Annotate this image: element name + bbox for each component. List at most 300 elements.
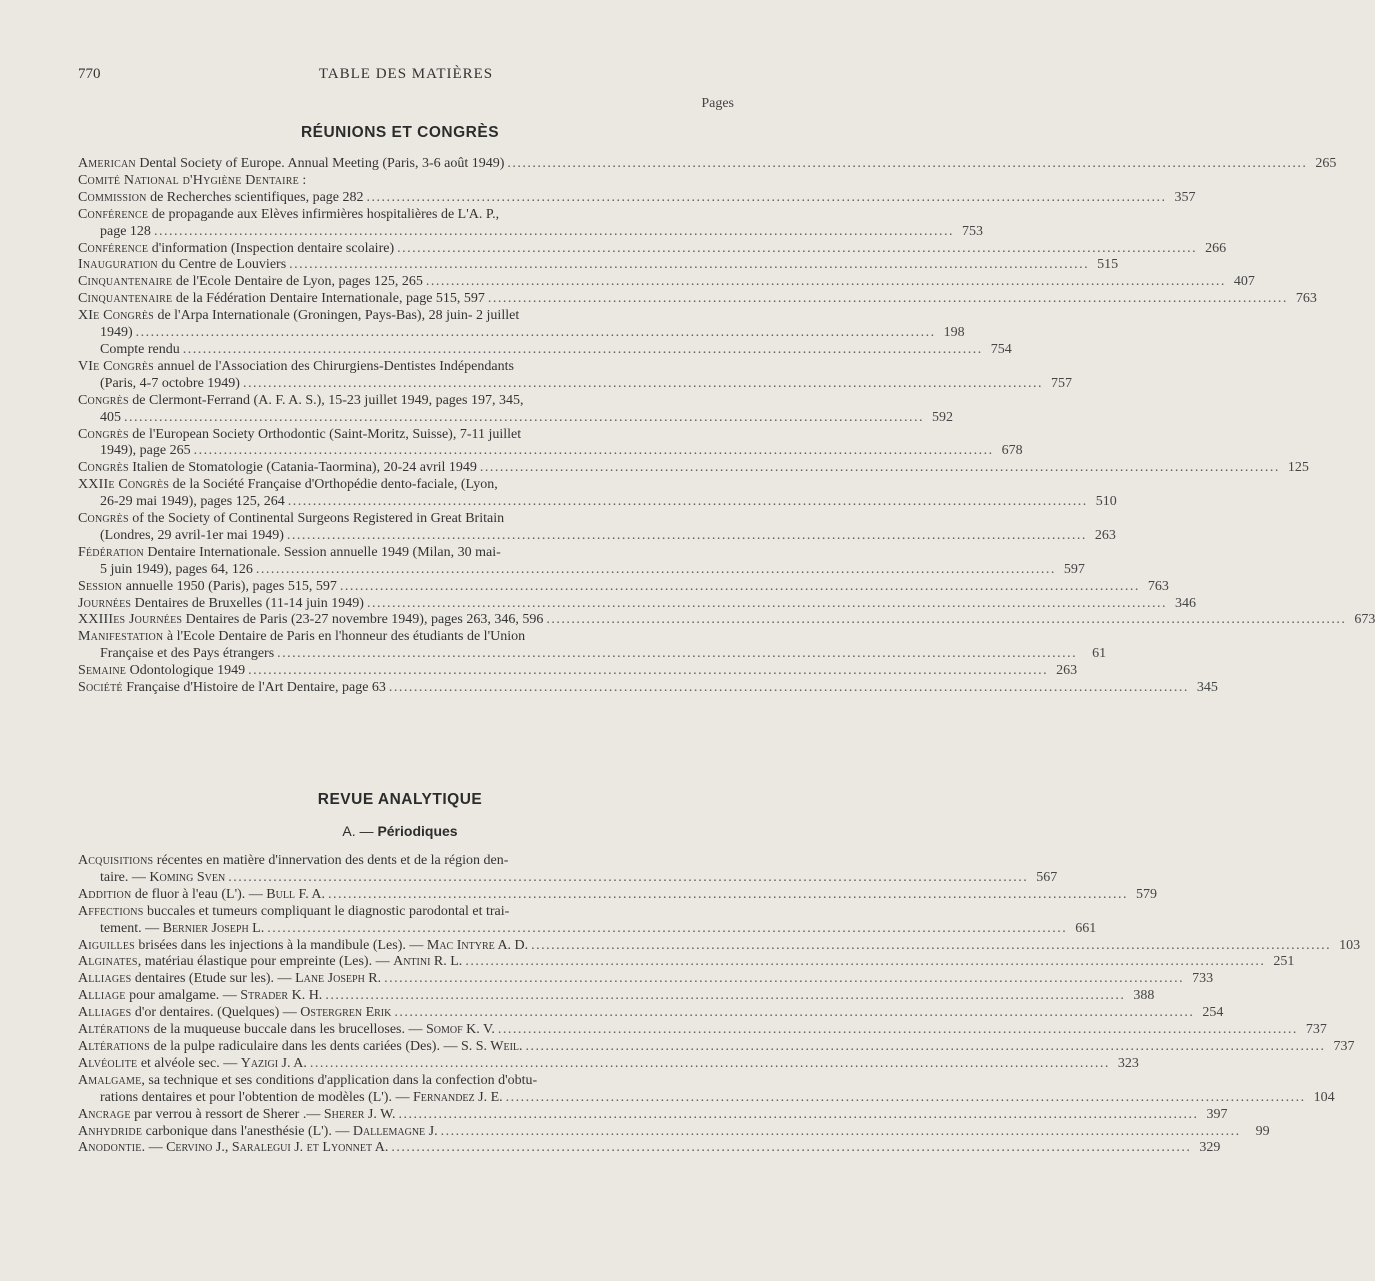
- entry-continuation: 405: [100, 409, 121, 425]
- entry-description: carbonique dans l'anesthésie (L'). —: [142, 1123, 353, 1139]
- entry-keyword: Anodontie: [78, 1140, 142, 1156]
- entry-page: 737: [1305, 1022, 1327, 1038]
- entry-line: [78, 1022, 1327, 1039]
- toc-entry: [78, 1038, 1355, 1056]
- entry-line: [78, 1055, 1139, 1073]
- entry-text: [78, 579, 337, 596]
- entry-page: 99: [1255, 1123, 1270, 1139]
- toc-entry: [78, 358, 1072, 393]
- entry-description: Dentaire Internationale. Session annuelle 1949 (Milan, 30 mai-: [143, 544, 501, 560]
- entry-description: annuelle 1950 (Paris), pages 515, 597: [122, 578, 337, 594]
- toc-entry: [78, 156, 1337, 173]
- entry-author: Cervino J., Saralegui J. et Lyonnet A.: [166, 1140, 389, 1156]
- entry-line: [78, 988, 1155, 1005]
- entry-line: [78, 257, 1119, 274]
- entry-keyword: Acquisitions: [78, 853, 154, 868]
- entry-text: [78, 190, 364, 207]
- pages-column-label: Pages: [701, 96, 734, 111]
- entry-continuation: Compte rendu: [100, 341, 180, 357]
- entry-continuation: taire. —: [100, 869, 150, 885]
- entry-text: [78, 1107, 396, 1124]
- entry-text: [100, 342, 180, 359]
- entry-text: [100, 870, 225, 887]
- entry-description: de la muqueuse buccale dans les brucelloses. —: [149, 1022, 426, 1038]
- entry-line: [78, 680, 1218, 697]
- entry-continuation: page 128: [100, 223, 151, 239]
- entry-text: [100, 528, 284, 545]
- leader-dots: ................................................................................................................................................................: [153, 223, 954, 239]
- entry-description: , matériau élastique pour empreinte (Les). —: [137, 954, 394, 970]
- entry-line: [78, 460, 1309, 477]
- toc-entry: [78, 511, 1116, 545]
- entry-text: [100, 224, 151, 241]
- entry-page: 673: [1354, 612, 1375, 628]
- toc-entry: [78, 257, 1119, 274]
- entry-description: à l'Ecole Dentaire de Paris en l'honneur des étudiants de l'Union: [163, 629, 526, 645]
- leader-dots: ................................................................................................................................................................: [384, 971, 1185, 987]
- leader-dots: ................................................................................................................................................................: [242, 375, 1043, 391]
- entry-author: Sherer J. W.: [323, 1106, 396, 1122]
- leader-dots: ................................................................................................................................................................: [397, 240, 1198, 256]
- entry-keyword: Inauguration: [78, 257, 158, 273]
- entry-author: Somof K. V.: [425, 1022, 495, 1038]
- entry-page: [1112, 173, 1138, 190]
- entry-line-continued: [78, 1089, 1335, 1107]
- leader-dots: ................................................................................................................................................................: [182, 341, 983, 357]
- entry-line: [78, 545, 736, 562]
- entry-description: d'or dentaires. (Quelques) —: [131, 1005, 301, 1021]
- entry-keyword: Altérations: [78, 1038, 150, 1054]
- section-title-reunions: RÉUNIONS ET CONGRÈS: [300, 124, 500, 141]
- entry-text: [78, 1005, 391, 1022]
- subtitle-prefix: A. —: [342, 823, 378, 839]
- entry-page: 407: [1233, 274, 1255, 290]
- entry-line-continued: [78, 561, 1085, 579]
- toc-entry: [78, 392, 953, 427]
- entry-page: 263: [1056, 663, 1078, 679]
- leader-dots: ................................................................................................................................................................: [124, 409, 924, 425]
- entry-text: [78, 596, 364, 613]
- entry-text: [100, 376, 240, 393]
- entry-line: [78, 595, 1196, 613]
- entry-description: par verrou à ressort de Sherer .—: [130, 1106, 324, 1122]
- entry-keyword: Ancrage: [78, 1106, 131, 1122]
- entry-keyword: Aiguilles: [78, 937, 135, 953]
- entry-author: Fernandez J. E.: [412, 1089, 503, 1105]
- entry-keyword: Altérations: [78, 1022, 150, 1038]
- entry-keyword: Congrès: [78, 511, 129, 527]
- entry-keyword: XIe Congrès: [78, 308, 154, 324]
- entry-author: Antini R. L.: [393, 954, 463, 970]
- entry-keyword: Congrès: [78, 392, 129, 408]
- entry-page: 346: [1174, 595, 1196, 611]
- entry-text: [100, 646, 274, 663]
- section-subtitle-periodiques: [0, 823, 800, 839]
- entry-keyword: Comité National d'Hygiène Dentaire: [78, 172, 299, 188]
- entry-line: [78, 173, 736, 190]
- entry-text: [78, 291, 485, 308]
- leader-dots: ................................................................................................................................................................: [507, 156, 1308, 171]
- entry-description: de Clermont-Ferrand (A. F. A. S.), 15-23 juillet 1949, pages 197, 345,: [128, 392, 524, 408]
- entry-text: [100, 562, 253, 579]
- leader-dots: ................................................................................................................................................................: [487, 291, 1288, 307]
- toc-entry: [78, 595, 1196, 613]
- entry-text: [78, 680, 386, 697]
- toc-entry: [78, 1055, 1139, 1073]
- entry-text: [78, 173, 306, 190]
- entry-description: de fluor à l'eau (L'). —: [131, 886, 267, 902]
- entry-description: Odontologique 1949: [126, 663, 246, 679]
- toc-entry: [78, 988, 1155, 1005]
- entry-page: 61: [1092, 646, 1107, 662]
- entry-keyword: Semaine: [78, 663, 127, 679]
- entry-line: [78, 189, 1196, 207]
- entry-line-continued: [78, 341, 1012, 359]
- entry-line: [78, 1123, 1270, 1141]
- entry-text: [100, 443, 191, 460]
- leader-dots: ................................................................................................................................................................: [228, 869, 1029, 885]
- toc-entry: [78, 954, 1295, 971]
- toc-entry: [78, 971, 1214, 988]
- entry-text: [78, 1022, 495, 1039]
- entry-line: [78, 971, 1214, 988]
- leader-dots: ................................................................................................................................................................: [465, 954, 1266, 970]
- entry-line: [78, 1038, 1355, 1056]
- leader-dots: ................................................................................................................................................................: [497, 1022, 1298, 1038]
- entry-keyword: VIe Congrès: [78, 358, 154, 374]
- leader-dots: ................................................................................................................................................................: [248, 663, 1049, 679]
- entry-line-continued: [78, 920, 1097, 938]
- entry-description: de la Fédération Dentaire Internationale, page 515, 597: [172, 291, 485, 307]
- entry-text: [78, 954, 462, 971]
- entry-keyword: Conférence: [78, 206, 149, 222]
- leader-dots: ................................................................................................................................................................: [289, 257, 1090, 273]
- entry-line: [78, 291, 1317, 308]
- entry-description: et alvéole sec. —: [137, 1055, 241, 1071]
- entry-keyword: XXIIIes Journées: [78, 612, 183, 628]
- entry-page: 263: [1094, 527, 1116, 543]
- entry-page: 597: [1063, 561, 1085, 577]
- entry-keyword: Cinquantenaire: [78, 291, 173, 307]
- entry-line: [78, 477, 736, 494]
- running-header: [78, 66, 734, 86]
- entry-line: [78, 1106, 1228, 1124]
- entry-page: 397: [1206, 1106, 1228, 1122]
- leader-dots: ................................................................................................................................................................: [286, 527, 1087, 543]
- section-title-revue: REVUE ANALYTIQUE: [317, 791, 483, 808]
- entry-text: [78, 156, 504, 173]
- entry-text: [78, 257, 286, 274]
- entry-line-continued: [78, 443, 1023, 460]
- entry-text: [78, 887, 325, 904]
- entry-keyword: American: [78, 156, 136, 171]
- entry-line-continued: [78, 494, 1117, 511]
- entry-description: Dental Society of Europe. Annual Meeting (Paris, 3-6 août 1949): [135, 156, 505, 171]
- toc-entry: [78, 680, 1218, 697]
- leader-dots: ................................................................................................................................................................: [255, 561, 1056, 577]
- toc-entry: [78, 1022, 1327, 1039]
- leader-dots: ................................................................................................................................................................: [339, 578, 1140, 594]
- entry-text: [78, 460, 477, 477]
- entry-page: 753: [961, 223, 983, 239]
- leader-dots: ................................................................................................................................................................: [388, 680, 1189, 696]
- entry-description: annuel de l'Association des Chirurgiens-Dentistes Indépendants: [153, 358, 514, 374]
- entry-continuation: 26-29 mai 1949), pages 125, 264: [100, 494, 285, 510]
- entry-page: 515: [1097, 257, 1119, 273]
- entry-page: 510: [1095, 494, 1117, 510]
- entry-line: [78, 427, 736, 444]
- entry-text: [100, 325, 133, 342]
- entry-page: 388: [1133, 988, 1155, 1004]
- leader-dots: ................................................................................................................................................................: [531, 937, 1332, 953]
- toc-entry: [78, 274, 1255, 291]
- entry-page: 737: [1333, 1038, 1355, 1054]
- entry-page: 265: [1315, 156, 1337, 171]
- entry-keyword: Congrès: [78, 460, 129, 476]
- toc-entry: [78, 426, 1023, 461]
- entry-description: de la Société Française d'Orthopédie dento-faciale, (Lyon,: [169, 477, 498, 493]
- entry-author: Ostergren Erik: [300, 1005, 392, 1021]
- section-revue-list: [78, 853, 1361, 1157]
- entry-description: de l'Ecole Dentaire de Lyon, pages 125, 265: [172, 274, 423, 290]
- entry-description: Italien de Stomatologie (Catania-Taormina), 20-24 avril 1949: [128, 460, 477, 476]
- toc-entry: [78, 173, 736, 190]
- entry-line: [78, 156, 1337, 173]
- leader-dots: ................................................................................................................................................................: [398, 1106, 1199, 1122]
- subtitle-text: Périodiques: [377, 823, 458, 839]
- entry-page: 754: [990, 341, 1012, 357]
- entry-description: brisées dans les injections à la mandibule (Les). —: [134, 937, 427, 953]
- toc-entry: [78, 663, 1078, 680]
- toc-entry: [78, 544, 1085, 579]
- leader-dots: ................................................................................................................................................................: [394, 1005, 1195, 1021]
- toc-entry: [78, 308, 965, 342]
- entry-line-continued: [78, 869, 1058, 887]
- toc-entry: [78, 240, 1227, 258]
- leader-dots: ................................................................................................................................................................: [425, 274, 1226, 290]
- entry-page: 567: [1036, 869, 1058, 885]
- leader-dots: ................................................................................................................................................................: [287, 494, 1088, 510]
- toc-entry: [78, 903, 1097, 938]
- entry-author: S. S. Weil.: [460, 1038, 523, 1054]
- entry-text: [78, 1056, 307, 1073]
- entry-line: [78, 853, 736, 870]
- entry-line: [78, 240, 1227, 258]
- page-number: 770: [78, 66, 101, 82]
- entry-page: 579: [1136, 886, 1158, 902]
- entry-page: 661: [1075, 920, 1097, 936]
- entry-description: of the Society of Continental Surgeons Registered in Great Britain: [128, 511, 505, 527]
- section-reunions-list: [78, 156, 1375, 697]
- entry-line: [78, 393, 736, 410]
- entry-text: [100, 1090, 503, 1107]
- entry-page: 198: [943, 325, 965, 341]
- entry-continuation: (Londres, 29 avril-1er mai 1949): [100, 527, 284, 543]
- entry-description: , sa technique et ses conditions d'application dans la confection d'obtu-: [141, 1072, 538, 1088]
- entry-description: pour amalgame. —: [125, 988, 241, 1004]
- toc-entry: [78, 189, 1196, 207]
- entry-text: [78, 1124, 438, 1141]
- toc-entry: [78, 886, 1158, 904]
- entry-line: [78, 937, 1361, 955]
- toc-entry: [78, 578, 1169, 596]
- entry-description: de Recherches scientifiques, page 282: [146, 189, 364, 205]
- entry-continuation: tement. —: [100, 920, 163, 936]
- entry-keyword: Addition: [78, 886, 132, 902]
- entry-text: [78, 938, 528, 955]
- entry-page: 329: [1199, 1140, 1221, 1156]
- entry-keyword: Amalgame: [78, 1072, 142, 1088]
- entry-line: [78, 578, 1169, 596]
- entry-page: 592: [932, 409, 953, 425]
- entry-page: 757: [1050, 375, 1072, 391]
- entry-author: Lane Joseph R.: [295, 971, 382, 987]
- entry-description: récentes en matière d'innervation des dents et de la région den-: [153, 853, 509, 868]
- toc-entry: [78, 291, 1317, 308]
- entry-author: Mac Intyre A. D.: [426, 937, 529, 953]
- entry-description: Dentaires de Paris (23-27 novembre 1949), pages 263, 346, 596: [182, 612, 544, 628]
- leader-dots: ................................................................................................................................................................: [309, 1055, 1110, 1071]
- leader-dots: ................................................................................................................................................................: [440, 1123, 1241, 1139]
- entry-page: 251: [1273, 954, 1295, 970]
- entry-page: 266: [1205, 240, 1227, 256]
- entry-page: 345: [1196, 680, 1218, 696]
- entry-line: [78, 274, 1255, 291]
- leader-dots: ................................................................................................................................................................: [366, 189, 1167, 205]
- entry-description: dentaires (Etude sur les). —: [131, 971, 296, 987]
- leader-dots: ................................................................................................................................................................: [479, 460, 1280, 476]
- entry-page: 104: [1313, 1089, 1335, 1105]
- entry-keyword: Fédération: [78, 544, 144, 560]
- entry-page: 254: [1202, 1005, 1224, 1021]
- entry-line: [78, 308, 736, 325]
- entry-keyword: Alliages: [78, 1005, 132, 1021]
- entry-line: [78, 886, 1158, 904]
- entry-line: [78, 1005, 1224, 1022]
- entry-page: 357: [1174, 189, 1196, 205]
- entry-description: de l'European Society Orthodontic (Saint-Moritz, Suisse), 7-11 juillet: [128, 426, 522, 442]
- toc-entry: [78, 477, 1117, 511]
- leader-dots: ................................................................................................................................................................: [328, 886, 1129, 902]
- running-title: TABLE DES MATIÈRES: [318, 66, 494, 82]
- entry-page: 678: [1001, 443, 1023, 459]
- entry-text: [78, 988, 322, 1005]
- entry-keyword: XXIIe Congrès: [78, 477, 170, 493]
- entry-keyword: Session: [78, 578, 123, 594]
- entry-page: 323: [1117, 1055, 1139, 1071]
- entry-text: [78, 241, 394, 258]
- entry-page: 763: [1295, 291, 1317, 307]
- entry-author: Bernier Joseph L.: [162, 920, 265, 936]
- entry-description: Dentaires de Bruxelles (11-14 juin 1949): [131, 595, 364, 611]
- toc-entry: [78, 853, 1058, 887]
- entry-line-continued: [78, 646, 1107, 663]
- entry-description: d'information (Inspection dentaire scolaire): [148, 240, 395, 256]
- entry-line: [78, 629, 736, 646]
- toc-entry: [78, 206, 983, 241]
- leader-dots: ................................................................................................................................................................: [391, 1140, 1192, 1156]
- entry-line: [78, 207, 736, 224]
- entry-keyword: Cinquantenaire: [78, 274, 173, 290]
- toc-entry: [78, 629, 1107, 663]
- entry-author: Dallemagne J.: [352, 1123, 438, 1139]
- entry-keyword: Alvéolite: [78, 1055, 138, 1071]
- leader-dots: ................................................................................................................................................................: [325, 988, 1126, 1004]
- entry-page: 103: [1339, 937, 1361, 953]
- leader-dots: ................................................................................................................................................................: [267, 920, 1068, 936]
- entry-continuation: Française et des Pays étrangers: [100, 646, 275, 662]
- entry-description: . —: [141, 1140, 167, 1156]
- toc-entry: [78, 341, 1012, 359]
- entry-continuation: 5 juin 1949), pages 64, 126: [100, 561, 253, 577]
- entry-line: [78, 511, 736, 528]
- entry-description: du Centre de Louviers: [157, 257, 287, 273]
- entry-line: [78, 1140, 1221, 1157]
- entry-keyword: Alginates: [78, 954, 138, 970]
- entry-line: [78, 904, 736, 921]
- leader-dots: ................................................................................................................................................................: [525, 1038, 1326, 1054]
- entry-keyword: Anhydride: [78, 1123, 143, 1139]
- entry-author: Strader K. H.: [240, 988, 323, 1004]
- entry-continuation: (Paris, 4-7 octobre 1949): [100, 375, 240, 391]
- leader-dots: ................................................................................................................................................................: [546, 612, 1347, 628]
- entry-keyword: Affections: [78, 903, 144, 919]
- leader-dots: ................................................................................................................................................................: [366, 595, 1167, 611]
- toc-entry: [78, 1140, 1221, 1157]
- entry-line-continued: [78, 223, 983, 241]
- toc-entry: [78, 1123, 1270, 1141]
- entry-text: [78, 274, 423, 291]
- entry-line: [78, 663, 1078, 680]
- entry-description: buccales et tumeurs compliquant le diagnostic parodontal et trai-: [143, 903, 510, 919]
- entry-keyword: Société: [78, 680, 123, 696]
- leader-dots: ................................................................................................................................................................: [193, 443, 994, 459]
- entry-line-continued: [78, 409, 953, 427]
- entry-line: [78, 359, 736, 376]
- entry-author: Yazigi J. A.: [240, 1055, 307, 1071]
- entry-page: 733: [1192, 971, 1214, 987]
- entry-line: [78, 954, 1295, 971]
- entry-keyword: Conférence: [78, 240, 149, 256]
- entry-continuation: 1949): [100, 325, 133, 341]
- entry-text: [78, 1140, 388, 1157]
- entry-line-continued: [78, 325, 965, 342]
- entry-author: Bull F. A.: [266, 886, 326, 902]
- entry-keyword: Alliage: [78, 988, 126, 1004]
- entry-text: [100, 410, 121, 427]
- entry-author: Koming Sven: [149, 869, 226, 885]
- entry-line-continued: [78, 375, 1072, 393]
- entry-text: [78, 1039, 523, 1056]
- toc-entry: [78, 1005, 1224, 1022]
- entry-text: [78, 663, 245, 680]
- entry-text: [78, 971, 381, 988]
- entry-description: de propagande aux Elèves infirmières hospitalières de L'A. P.,: [148, 206, 500, 222]
- entry-line: [78, 1073, 736, 1090]
- toc-entry: [78, 1106, 1228, 1124]
- entry-keyword: Congrès: [78, 426, 129, 442]
- entry-keyword: Commission: [78, 189, 147, 205]
- entry-keyword: Manifestation: [78, 629, 164, 645]
- leader-dots: ................................................................................................................................................................: [277, 646, 1078, 662]
- leader-dots: ................................................................................................................................................................: [135, 325, 936, 341]
- entry-line-continued: [78, 527, 1116, 545]
- entry-description: :: [298, 172, 307, 188]
- entry-line: [78, 612, 1375, 629]
- entry-text: [100, 921, 264, 938]
- toc-entry: [78, 612, 1375, 629]
- entry-page: 125: [1287, 460, 1309, 476]
